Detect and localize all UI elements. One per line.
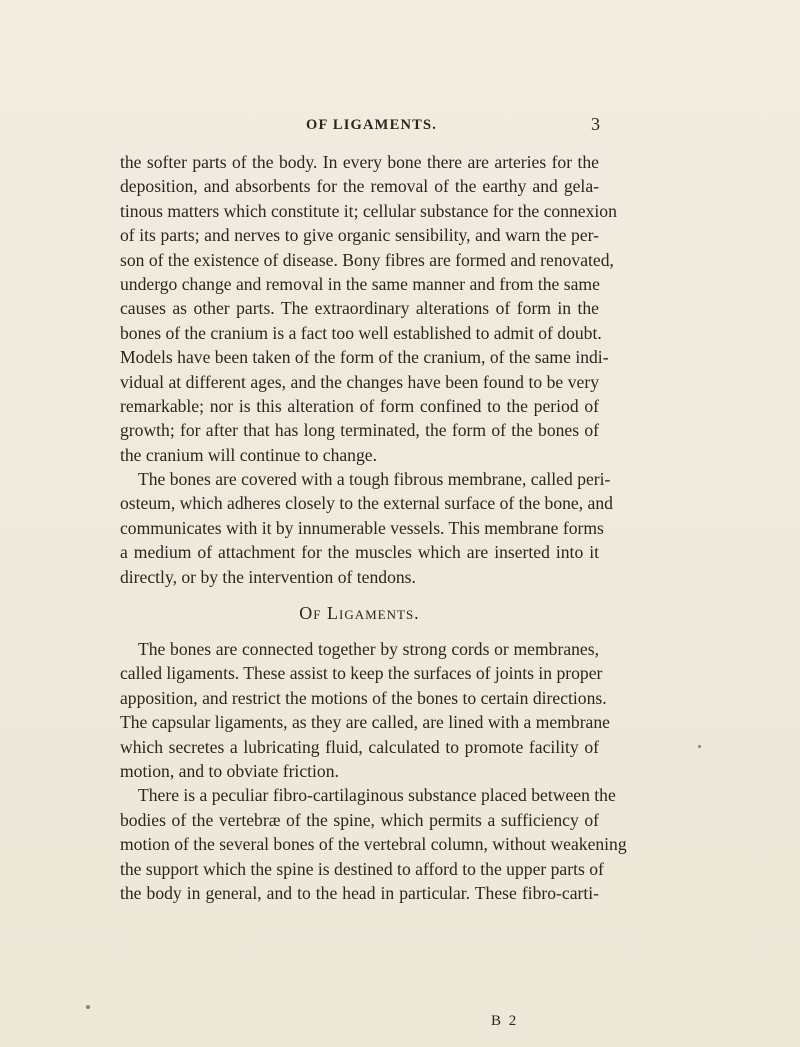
text-line: directly, or by the intervention of tendons. bbox=[120, 566, 416, 587]
text-line: the support which the spine is destined to afford to the upper parts of bbox=[120, 858, 604, 879]
text-line: The bones are connected together by strong cords or membranes, bbox=[138, 639, 599, 660]
text-line: remarkable; nor is this alteration of form confined to the period of bbox=[120, 395, 599, 416]
text-line: bodies of the vertebræ of the spine, which permits a sufficiency of bbox=[120, 809, 599, 830]
text-line: tinous matters which constitute it; cellular substance for the connexion bbox=[120, 200, 617, 221]
text-line: deposition, and absorbents for the removal of the earthy and gela- bbox=[120, 176, 599, 197]
text-line: osteum, which adheres closely to the external surface of the bone, and bbox=[120, 493, 613, 514]
text-line: motion, and to obviate friction. bbox=[120, 760, 339, 781]
text-line: the softer parts of the body. In every bone there are arteries for the bbox=[120, 152, 599, 172]
text-line: bones of the cranium is a fact too well established to admit of doubt. bbox=[120, 322, 602, 343]
text-line: a medium of attachment for the muscles which are inserted into it bbox=[120, 542, 599, 563]
text-line: the body in general, and to the head in particular. These fibro-carti- bbox=[120, 882, 599, 903]
running-title: OF LIGAMENTS. bbox=[306, 117, 438, 133]
section-heading: Of Ligaments. bbox=[299, 603, 420, 624]
running-head bbox=[0, 114, 800, 143]
text-line: which secretes a lubricating fluid, calculated to promote facility of bbox=[120, 736, 599, 757]
text-line: motion of the several bones of the vertebral column, without weakening bbox=[120, 834, 627, 855]
paper-speck bbox=[698, 745, 701, 748]
text-line: causes as other parts. The extraordinary alterations of form in the bbox=[120, 298, 599, 319]
text-line: of its parts; and nerves to give organic sensibility, and warn the per- bbox=[120, 225, 599, 246]
text-line: the cranium will continue to change. bbox=[120, 444, 377, 465]
signature-mark: B 2 bbox=[491, 1013, 519, 1029]
text-line: apposition, and restrict the motions of the bones to certain directions. bbox=[120, 687, 607, 708]
text-line: The bones are covered with a tough fibrous membrane, called peri- bbox=[138, 469, 611, 490]
text-line: vidual at different ages, and the changes have been found to be very bbox=[120, 371, 599, 392]
text-line: communicates with it by innumerable vessels. This membrane forms bbox=[120, 517, 604, 538]
text-line: There is a peculiar fibro-cartilaginous substance placed between the bbox=[138, 785, 616, 806]
paper-speck bbox=[86, 1005, 90, 1009]
page-number: 3 bbox=[591, 114, 600, 134]
text-line: son of the existence of disease. Bony fibres are formed and renovated, bbox=[120, 249, 614, 270]
text-line: growth; for after that has long terminated, the form of the bones of bbox=[120, 420, 599, 441]
text-line: called ligaments. These assist to keep the surfaces of joints in proper bbox=[120, 663, 603, 684]
text-line: The capsular ligaments, as they are called, are lined with a membrane bbox=[120, 712, 610, 733]
body-text bbox=[120, 150, 627, 905]
text-line: Models have been taken of the form of the cranium, of the same indi- bbox=[120, 347, 609, 368]
text-line: undergo change and removal in the same manner and from the same bbox=[120, 273, 600, 294]
